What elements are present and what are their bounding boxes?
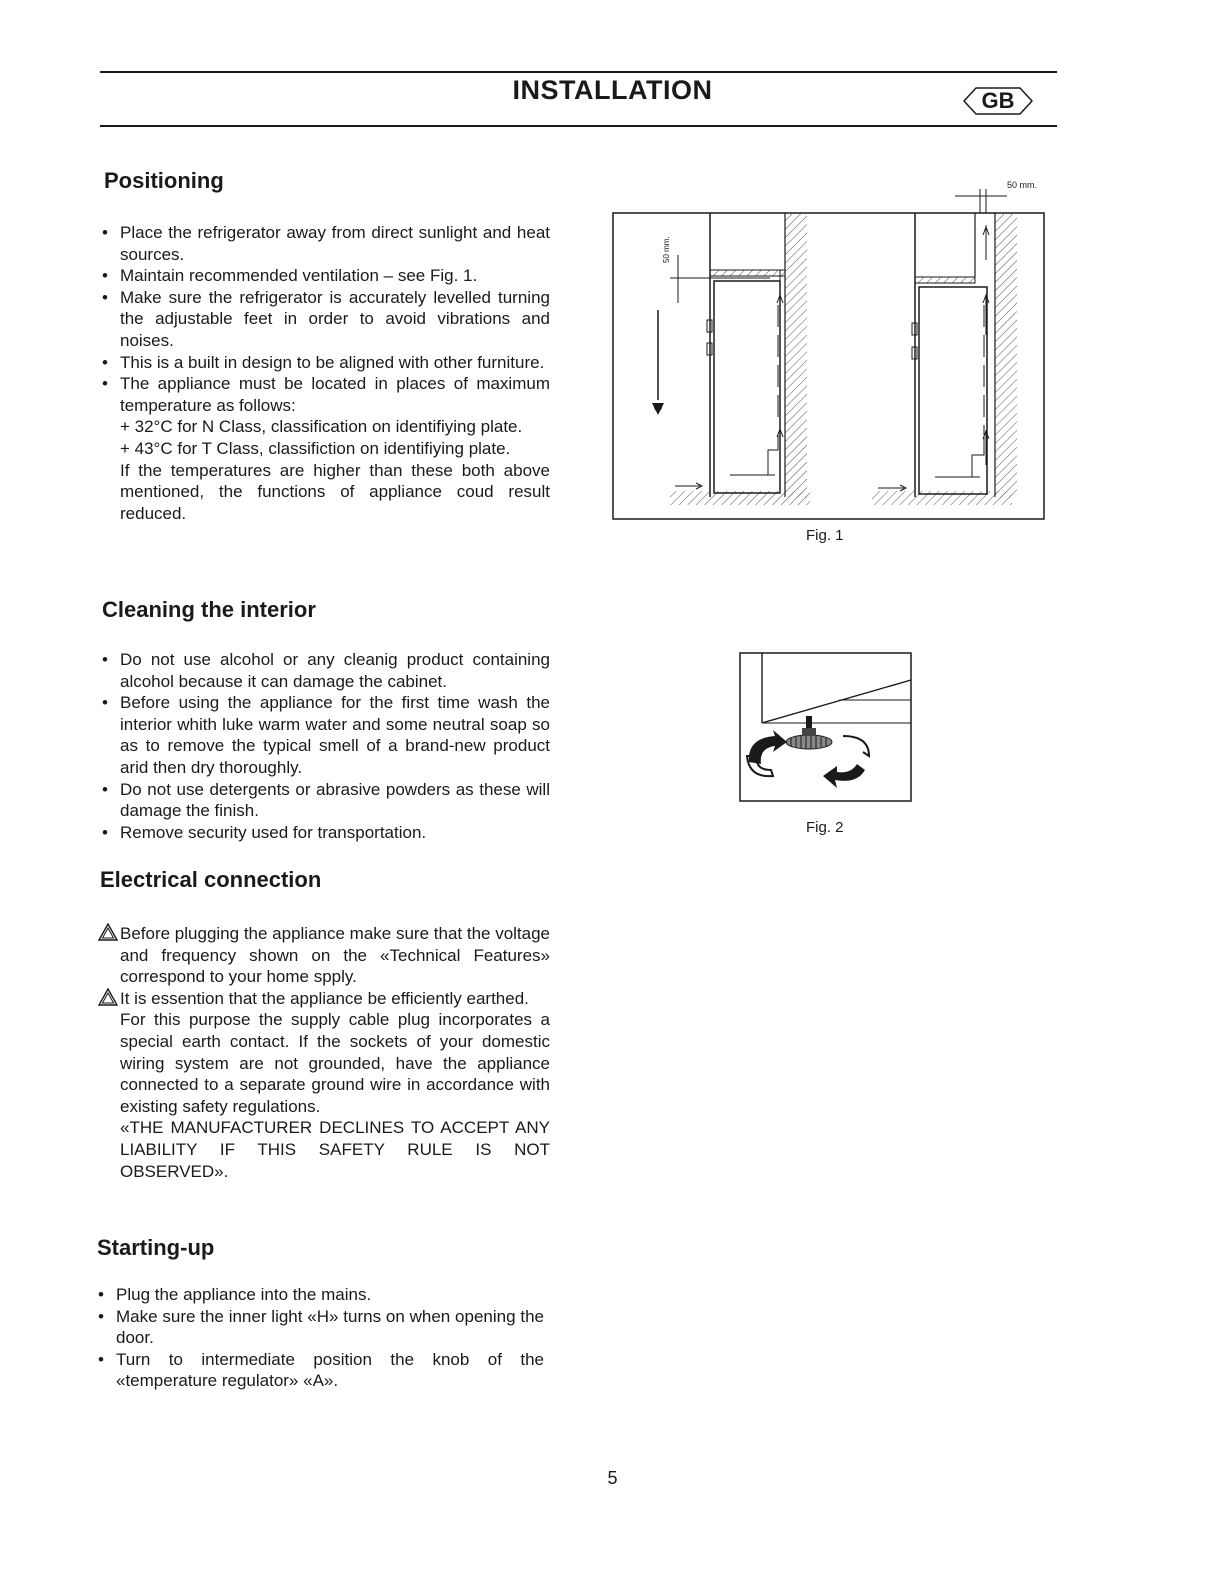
starting-list [96,1284,544,1392]
bullet-dot: • [102,779,108,799]
list-item: • Do not use alcohol or any cleanig product containing alcohol because it can damage the cabinet. [102,650,550,691]
list-item: • Do not use detergents or abrasive powders as these will damage the finish. [102,779,550,821]
bullet-dot: • [102,650,108,669]
list-item: • Before using the appliance for the first time wash the interior whith luke warm water and some neutral soap so as to remove the typical smell of a brand-new product arid then dry thoroughly. [102,693,550,777]
header-bottom-rule [100,125,1057,127]
language-badge [962,86,1034,116]
list-item: • This is a built in design to be aligned with other furniture. [102,352,545,372]
figure-1-caption: Fig. 1 [806,527,844,544]
warning-triangle-icon [98,988,118,1006]
language-code: GB [981,88,1015,113]
figure-2-adjustable-foot [739,652,913,804]
section-title-cleaning: Cleaning the interior [102,597,316,622]
page-number: 5 [607,1468,618,1488]
temperature-n-class: + 32°C for N Class, classification on identifiying plate. [120,417,523,437]
temperature-note: If the temperatures are higher than these both above mentioned, the functions of appliance coud result reduced. [120,460,550,523]
figure-2-caption: Fig. 2 [806,819,844,836]
section-title-electrical: Electrical connection [100,867,322,892]
adjustable-foot-diagram [739,652,913,804]
page-title: INSTALLATION [512,75,713,105]
figure-1-ventilation [610,175,1050,525]
list-item: • Make sure the refrigerator is accurately levelled turning the adjustable feet in order to avoid vibrations and noises. [102,287,550,350]
bullet-dot: • [98,1306,104,1326]
liability-disclaimer: «THE MANUFACTURER DECLINES TO ACCEPT ANY LIABILITY IF THIS SAFETY RULE IS NOT OBSERVED». [120,1118,550,1181]
list-item: • Plug the appliance into the mains. [98,1285,372,1304]
section-title-starting: Starting-up [97,1235,215,1260]
earthing-purpose: For this purpose the supply cable plug incorporates a special earth contact. If the sockets of your domestic wiring system are not grounded, have the appliance connected to a separate ground wire in accordance with existing safety regulations. [120,1010,550,1116]
ventilation-diagram [610,175,1050,525]
bullet-dot: • [102,822,108,842]
bullet-dot: • [98,1349,104,1369]
temperature-t-class: + 43°C for T Class, classifiction on identifiying plate. [120,438,511,458]
bullet-dot: • [102,374,108,394]
positioning-list [100,222,550,524]
electrical-list [100,923,550,1182]
fig1-top-label: 50 mm. [1007,180,1038,190]
list-item: • Maintain recommended ventilation – see Fig. 1. [102,266,478,286]
list-item: • Place the refrigerator away from direct sunlight and heat sources. [102,223,550,264]
warning-triangle-icon [98,923,118,941]
bullet-dot: • [102,223,108,242]
list-item: • Turn to intermediate position the knob of the «temperature regulator» «A». [98,1349,544,1391]
list-item: • Make sure the inner light «H» turns on when opening the door. [98,1306,544,1348]
section-title-positioning: Positioning [104,168,224,193]
fig1-side-label: 50 mm. [662,236,671,263]
bullet-dot: • [98,1285,104,1304]
list-item: • The appliance must be located in places of maximum temperature as follows: [102,374,550,415]
cleaning-list [100,649,550,843]
bullet-dot: • [102,287,108,307]
list-item: • Remove security used for transportation. [102,822,427,842]
bullet-dot: • [102,352,108,372]
warning-item: It is essention that the appliance be efficiently earthed. [100,988,550,1010]
warning-item: Before plugging the appliance make sure that the voltage and frequency shown on the «Technical Features» correspond to your home spply. [100,923,550,988]
header-top-rule [100,71,1057,73]
bullet-dot: • [102,266,108,286]
bullet-dot: • [102,693,108,713]
